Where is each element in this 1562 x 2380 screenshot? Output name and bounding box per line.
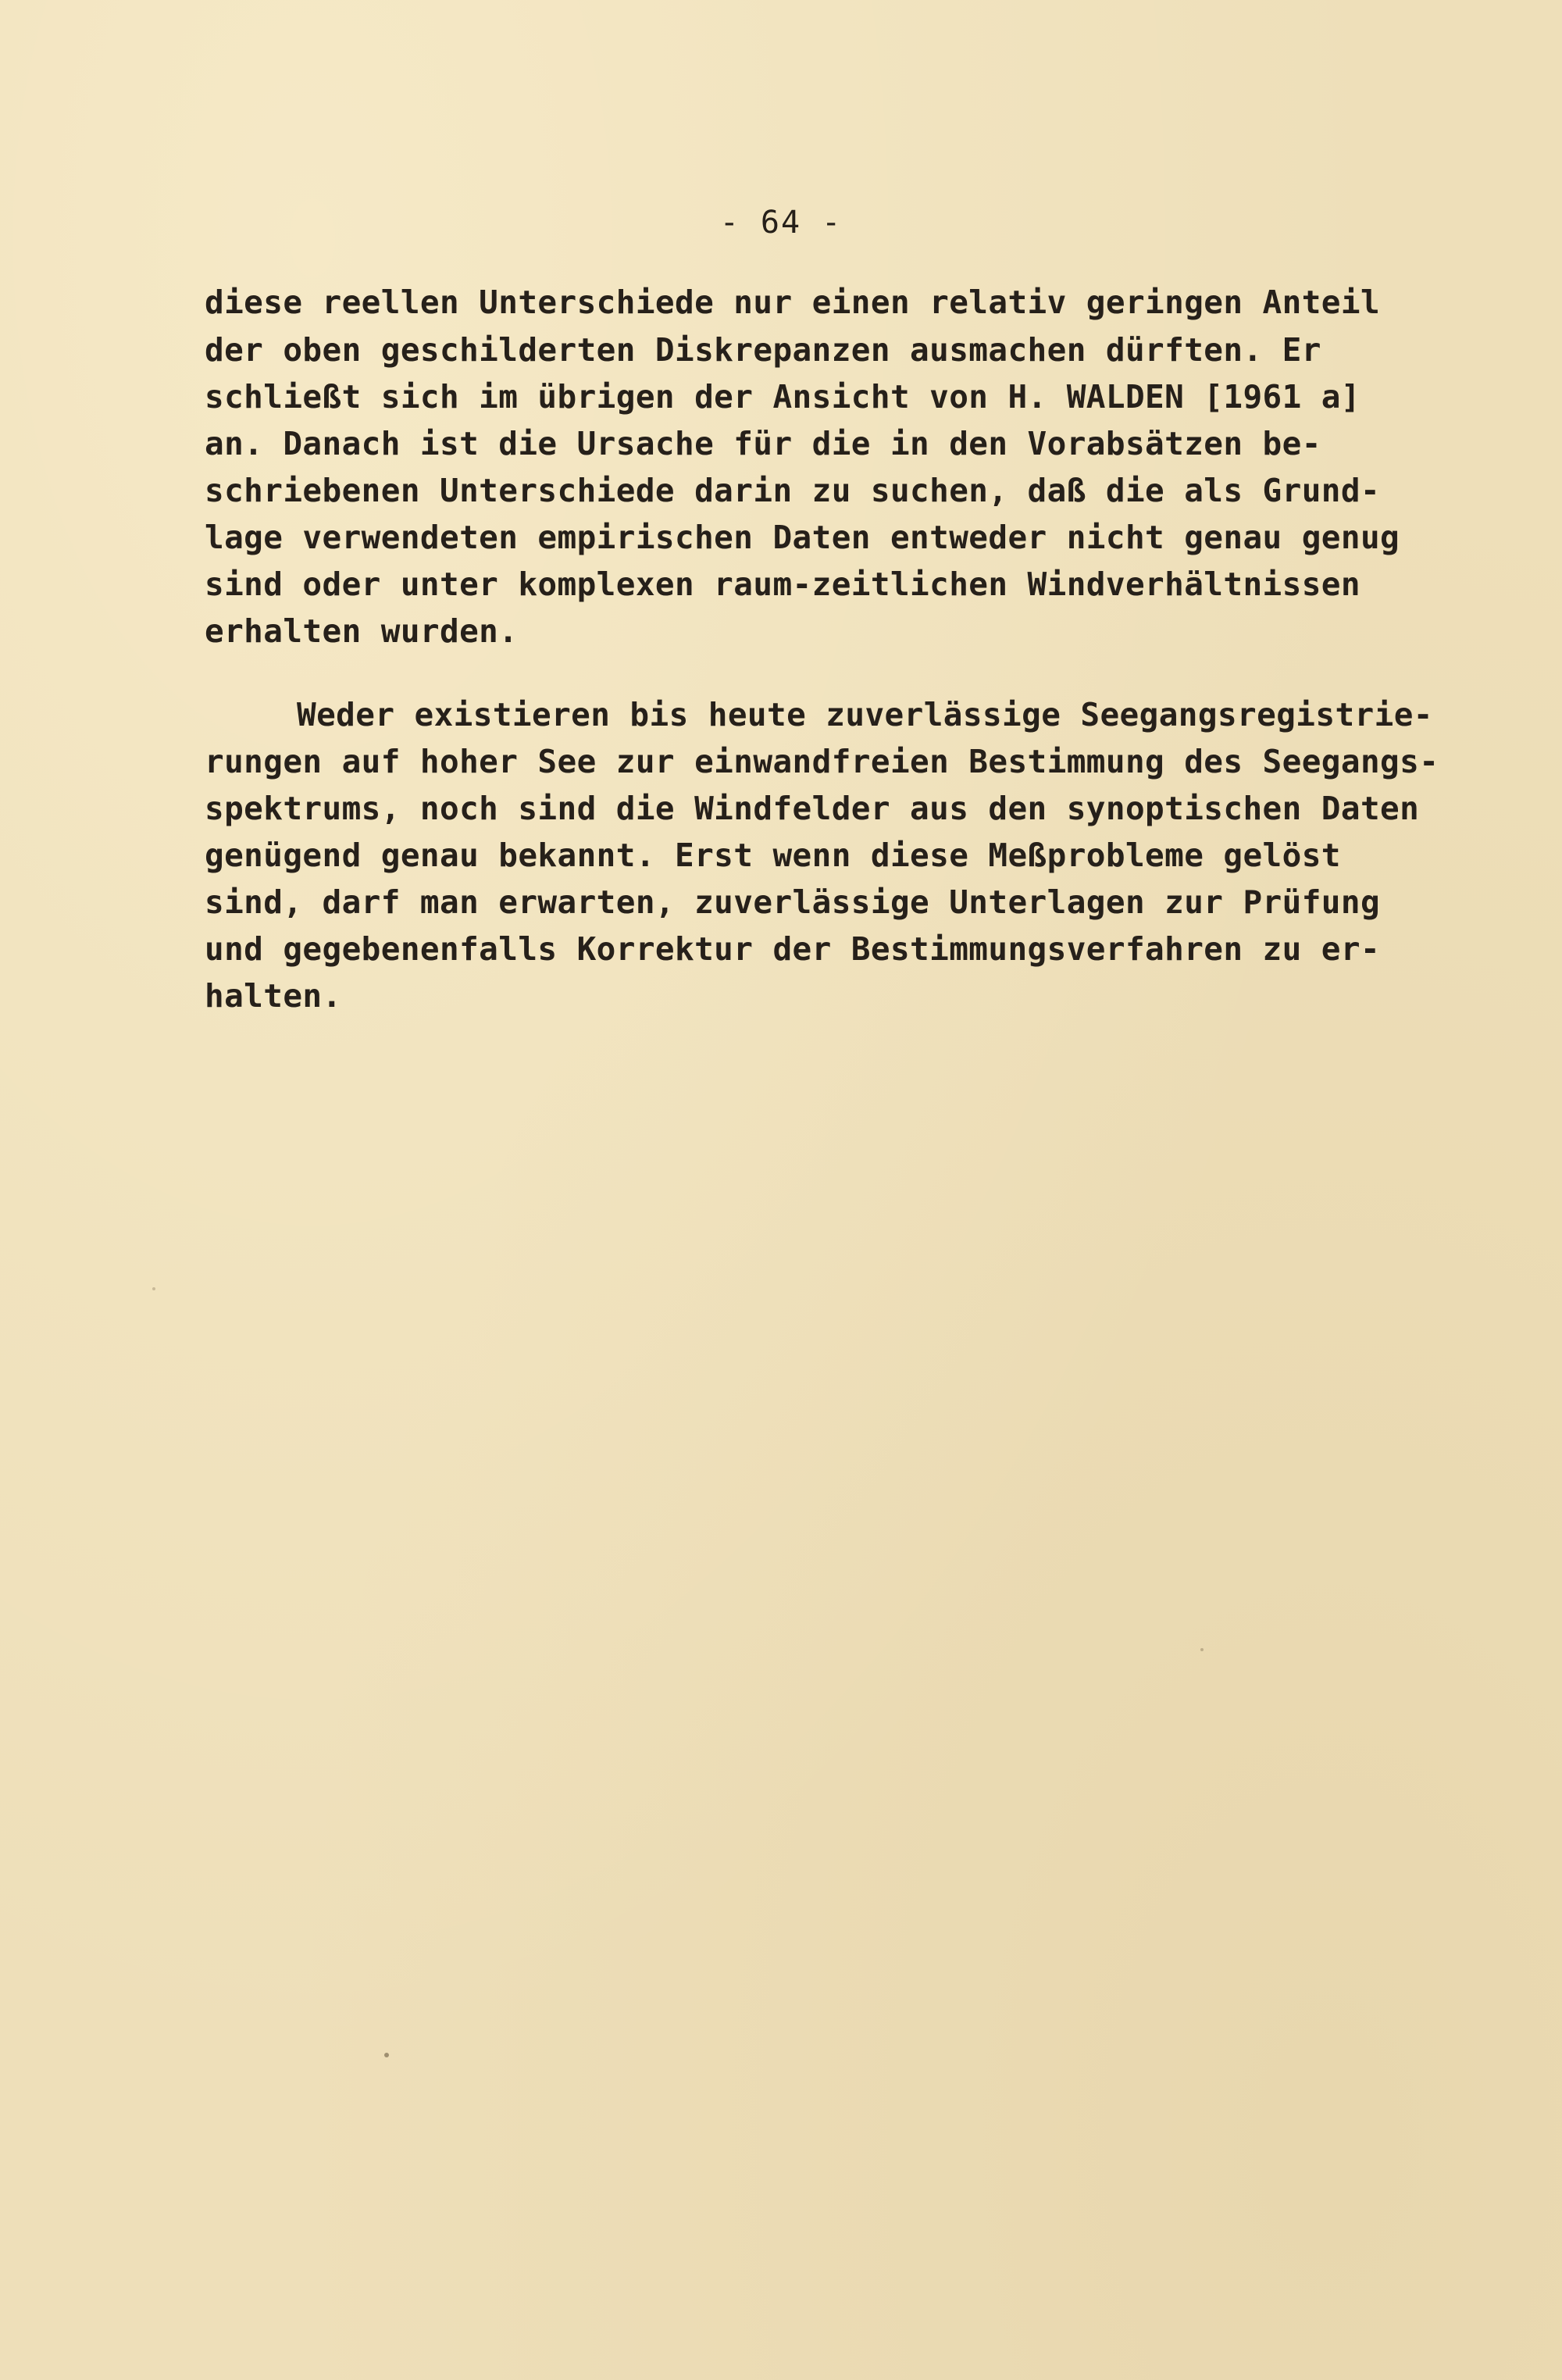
text-line: der oben geschilderten Diskrepanzen ausmachen dürften. Er (205, 331, 1321, 369)
text-line: diese reellen Unterschiede nur einen relativ geringen Anteil (205, 284, 1381, 321)
text-line: genügend genau bekannt. Erst wenn diese Meßprobleme gelöst (205, 837, 1341, 874)
paper-speck (384, 2053, 389, 2057)
text-line: erhalten wurden. (205, 612, 519, 650)
text-line: sind oder unter komplexen raum-zeitlichen Windverhältnissen (205, 566, 1361, 603)
text-line: halten. (205, 977, 342, 1015)
text-line: sind, darf man erwarten, zuverlässige Unterlagen zur Prüfung (205, 883, 1381, 921)
paper-speck (152, 1287, 155, 1290)
page-number: - 64 - (719, 205, 843, 241)
text-line: und gegebenenfalls Korrektur der Bestimmungsverfahren zu er- (205, 930, 1381, 968)
text-line: lage verwendeten empirischen Daten entweder nicht genau genug (205, 519, 1400, 556)
text-line: Weder existieren bis heute zuverlässige Seegangsregistrie- (297, 696, 1433, 733)
paper-speck (1200, 1648, 1204, 1651)
text-line: spektrums, noch sind die Windfelder aus den synoptischen Daten (205, 790, 1420, 827)
text-line: an. Danach ist die Ursache für die in den Vorabsätzen be- (205, 425, 1321, 462)
text-line: rungen auf hoher See zur einwandfreien Bestimmung des Seegangs- (205, 743, 1439, 780)
text-line: schließt sich im übrigen der Ansicht von H. WALDEN [1961 a] (205, 378, 1361, 416)
text-line: schriebenen Unterschiede darin zu suchen, daß die als Grund- (205, 472, 1381, 509)
